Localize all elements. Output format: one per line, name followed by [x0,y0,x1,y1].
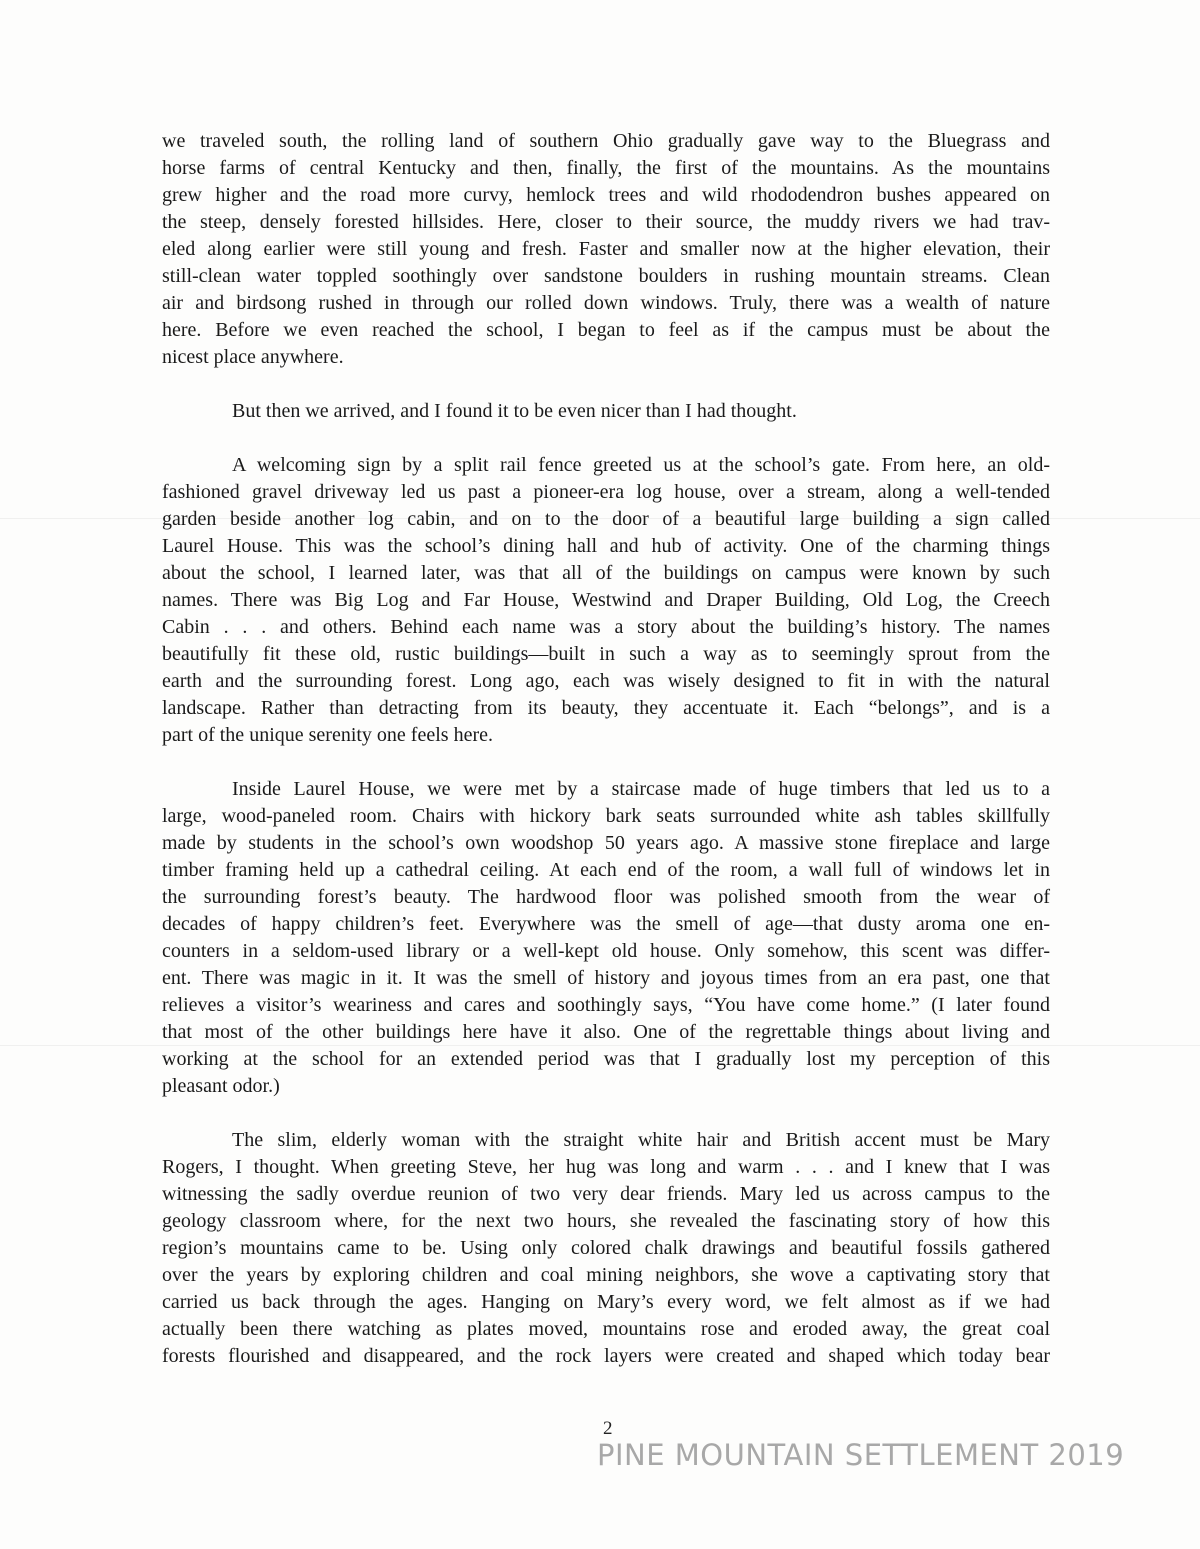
text-line: witnessing the sadly overdue reunion of two very dear friends. Mary led us across campus to the [162,1183,1050,1205]
text-line: about the school, I learned later, was that all of the buildings on campus were known by such [162,562,1050,584]
text-line: relieves a visitor’s weariness and cares and soothingly says, “You have come home.” (I later found [162,994,1050,1016]
paragraph [162,128,1050,371]
document-body [162,128,1050,1397]
text-line: grew higher and the road more curvy, hemlock trees and wild rhododendron bushes appeared on [162,184,1050,206]
text-line: timber framing held up a cathedral ceiling. At each end of the room, a wall full of windows let in [162,859,1050,881]
paragraph [162,452,1050,749]
text-line: large, wood-paneled room. Chairs with hickory bark seats surrounded white ash tables skillfully [162,805,1050,827]
text-line: still-clean water toppled soothingly over sandstone boulders in rushing mountain streams. Clean [162,265,1050,287]
text-line: part of the unique serenity one feels here. [162,724,493,746]
text-line: earth and the surrounding forest. Long ago, each was wisely designed to fit in with the natural [162,670,1050,692]
text-line: But then we arrived, and I found it to be even nicer than I had thought. [232,400,797,422]
text-line: geology classroom where, for the next two hours, she revealed the fascinating story of how this [162,1210,1050,1232]
text-line: names. There was Big Log and Far House, Westwind and Draper Building, Old Log, the Creech [162,589,1050,611]
text-line: working at the school for an extended period was that I gradually lost my perception of this [162,1048,1050,1070]
text-line: pleasant odor.) [162,1075,280,1097]
text-line: fashioned gravel driveway led us past a pioneer-era log house, over a stream, along a well-tended [162,481,1050,503]
text-line: the surrounding forest’s beauty. The hardwood floor was polished smooth from the wear of [162,886,1050,908]
text-line: Cabin . . . and others. Behind each name was a story about the building’s history. The names [162,616,1050,638]
text-line: the steep, densely forested hillsides. Here, closer to their source, the muddy rivers we had trav- [162,211,1050,233]
text-line: counters in a seldom-used library or a well-kept old house. Only somehow, this scent was differ- [162,940,1050,962]
text-line: we traveled south, the rolling land of southern Ohio gradually gave way to the Bluegrass and [162,130,1050,152]
watermark: PINE MOUNTAIN SETTLEMENT 2019 [597,1438,1125,1472]
text-line: The slim, elderly woman with the straight white hair and British accent must be Mary [232,1129,1050,1151]
text-line: landscape. Rather than detracting from its beauty, they accentuate it. Each “belongs”, and is a [162,697,1050,719]
paragraph [162,398,1050,425]
text-line: forests flourished and disappeared, and the rock layers were created and shaped which today bear [162,1345,1050,1367]
page-number: 2 [603,1418,613,1439]
text-line: garden beside another log cabin, and on to the door of a beautiful large building a sign called [162,508,1050,530]
text-line: Laurel House. This was the school’s dining hall and hub of activity. One of the charming things [162,535,1050,557]
paragraph [162,1127,1050,1370]
text-line: nicest place anywhere. [162,346,344,368]
text-line: made by students in the school’s own woodshop 50 years ago. A massive stone fireplace and large [162,832,1050,854]
text-line: carried us back through the ages. Hanging on Mary’s every word, we felt almost as if we had [162,1291,1050,1313]
text-line: eled along earlier were still young and fresh. Faster and smaller now at the higher elevation, their [162,238,1050,260]
paragraph [162,776,1050,1100]
text-line: beautifully fit these old, rustic buildings—built in such a way as to seemingly sprout from the [162,643,1050,665]
text-line: ent. There was magic in it. It was the smell of history and joyous times from an era past, one that [162,967,1050,989]
text-line: that most of the other buildings here have it also. One of the regrettable things about living and [162,1021,1050,1043]
text-line: horse farms of central Kentucky and then, finally, the first of the mountains. As the mountains [162,157,1050,179]
text-line: decades of happy children’s feet. Everywhere was the smell of age—that dusty aroma one en- [162,913,1050,935]
text-line: Inside Laurel House, we were met by a staircase made of huge timbers that led us to a [232,778,1050,800]
text-line: A welcoming sign by a split rail fence greeted us at the school’s gate. From here, an old- [232,454,1050,476]
text-line: Rogers, I thought. When greeting Steve, her hug was long and warm . . . and I knew that I was [162,1156,1050,1178]
text-line: actually been there watching as plates moved, mountains rose and eroded away, the great coal [162,1318,1050,1340]
text-line: over the years by exploring children and coal mining neighbors, she wove a captivating story that [162,1264,1050,1286]
text-line: here. Before we even reached the school, I began to feel as if the campus must be about the [162,319,1050,341]
text-line: air and birdsong rushed in through our rolled down windows. Truly, there was a wealth of nature [162,292,1050,314]
text-line: region’s mountains came to be. Using only colored chalk drawings and beautiful fossils gathered [162,1237,1050,1259]
